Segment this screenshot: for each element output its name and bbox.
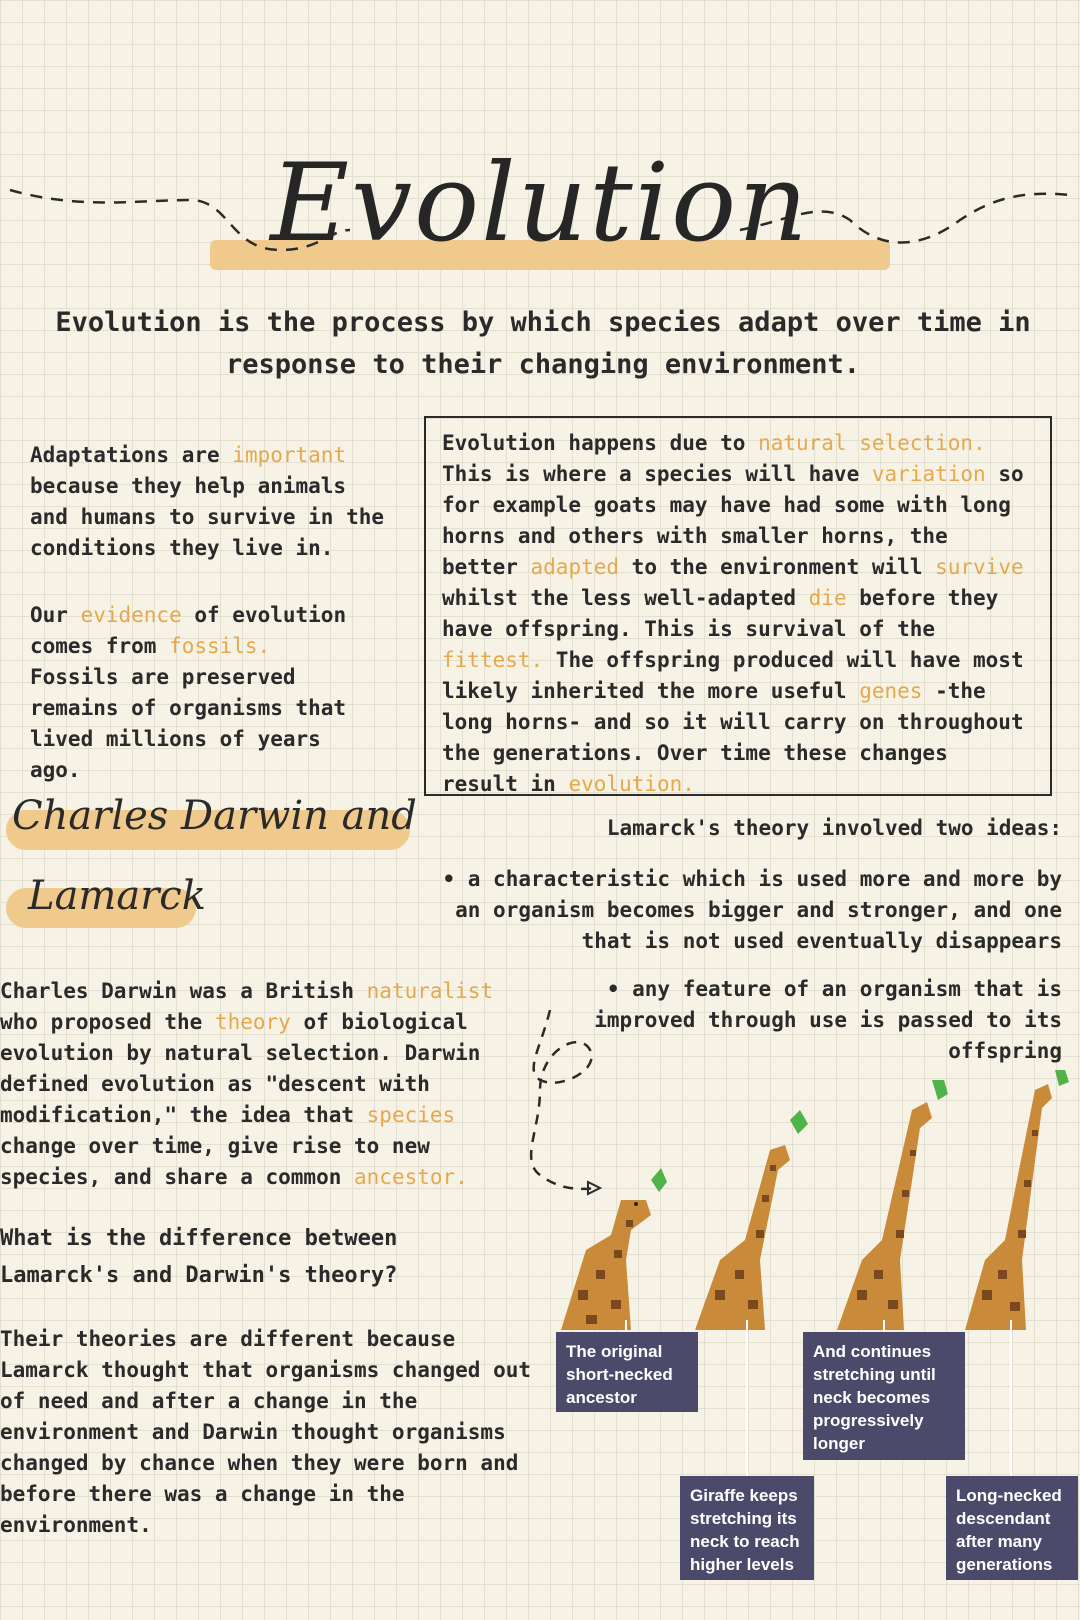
giraffe-2-icon xyxy=(690,1110,820,1330)
highlighted-term: naturalist xyxy=(366,979,494,1003)
text-segment: so for example goats may have had some with long horns and others with smaller horns, the better xyxy=(442,462,1024,579)
highlighted-term: species xyxy=(366,1103,456,1127)
caption-2-connector xyxy=(746,1320,748,1478)
text-segment: This is where a species will have xyxy=(442,462,872,486)
highlighted-term: ancestor. xyxy=(354,1165,468,1189)
natural-selection-box xyxy=(424,416,1052,796)
highlighted-term: fossils. xyxy=(169,634,271,658)
caption-4-connector xyxy=(1010,1320,1012,1478)
giraffe-3-icon xyxy=(832,1080,962,1330)
text-segment: to the environment will xyxy=(619,555,936,579)
text-segment: Adaptations are xyxy=(30,443,233,467)
highlighted-term: fittest. xyxy=(442,648,544,672)
caption-continues-stretching: And continues stretching until neck becomes progressively longer xyxy=(803,1332,965,1460)
text-segment: change over time, give rise to new species, and share a common xyxy=(0,1134,430,1189)
lamarck-idea-2: • any feature of an organism that is improved through use is passed to its offspring xyxy=(594,977,1062,1063)
giraffe-1-icon xyxy=(556,1140,676,1330)
highlighted-term: evolution. xyxy=(568,772,695,796)
highlighted-term: variation xyxy=(871,462,986,486)
text-segment: -the long horns- and so it will carry on throughout the generations. Over time these changes result in xyxy=(442,679,1024,796)
section-heading-line-1: Charles Darwin and xyxy=(12,793,417,839)
caption-long-necked-descendant: Long-necked descendant after many generations xyxy=(946,1476,1078,1580)
text-segment: The offspring produced will have most likely inherited the more useful xyxy=(442,648,1024,703)
lamarck-intro: Lamarck's theory involved two ideas: xyxy=(606,816,1062,840)
section-heading-line-2: Lamarck xyxy=(28,873,206,919)
difference-question: What is the difference between Lamarck's and Darwin's theory? xyxy=(0,1226,398,1288)
intro-definition: Evolution is the process by which species adapt over time in response to their changing environment. xyxy=(55,307,1031,380)
lamarck-idea-1: • a characteristic which is used more and more by an organism becomes bigger and stronger, and one that is not used eventually disappears xyxy=(442,867,1062,953)
highlighted-term: theory xyxy=(214,1010,291,1034)
highlighted-term: die xyxy=(808,586,847,610)
darwin-paragraph xyxy=(0,976,510,1193)
text-segment: whilst the less well-adapted xyxy=(442,586,809,610)
giraffe-4-icon xyxy=(960,1070,1080,1330)
text-segment: before they have offspring. This is survival of the xyxy=(442,586,999,641)
page-title: Evolution xyxy=(270,141,810,266)
natural-selection-paragraph xyxy=(442,428,1036,800)
text-segment: who proposed the xyxy=(0,1010,215,1034)
highlighted-term: survive xyxy=(935,555,1024,579)
text-segment: of evolution comes from xyxy=(30,603,347,658)
text-segment: of biological evolution by natural selection. Darwin defined evolution as "descent with modification," the idea that xyxy=(0,1010,481,1127)
highlighted-term: important xyxy=(232,443,347,467)
caption-short-necked-ancestor: The original short-necked ancestor xyxy=(556,1332,698,1412)
caption-giraffe-stretching: Giraffe keeps stretching its neck to reach higher levels xyxy=(680,1476,814,1580)
text-segment: Evolution happens due to xyxy=(442,431,759,455)
text-segment: Charles Darwin was a British xyxy=(0,979,367,1003)
highlighted-term: adapted xyxy=(530,555,620,579)
text-segment: Our xyxy=(30,603,81,627)
highlighted-term: natural selection. xyxy=(758,431,986,455)
text-segment: because they help animals and humans to survive in the conditions they live in. xyxy=(30,474,385,560)
adaptations-paragraph xyxy=(30,440,390,564)
highlighted-term: genes xyxy=(859,679,923,703)
text-segment: Fossils are preserved remains of organisms that lived millions of years ago. xyxy=(30,665,347,782)
highlighted-term: evidence xyxy=(80,603,182,627)
difference-answer: Their theories are different because Lamarck thought that organisms changed out of need and after a change in the environment and Darwin thought organisms changed by chance when they were born and before there was a change in the environment. xyxy=(0,1327,532,1537)
evidence-paragraph xyxy=(30,600,370,786)
